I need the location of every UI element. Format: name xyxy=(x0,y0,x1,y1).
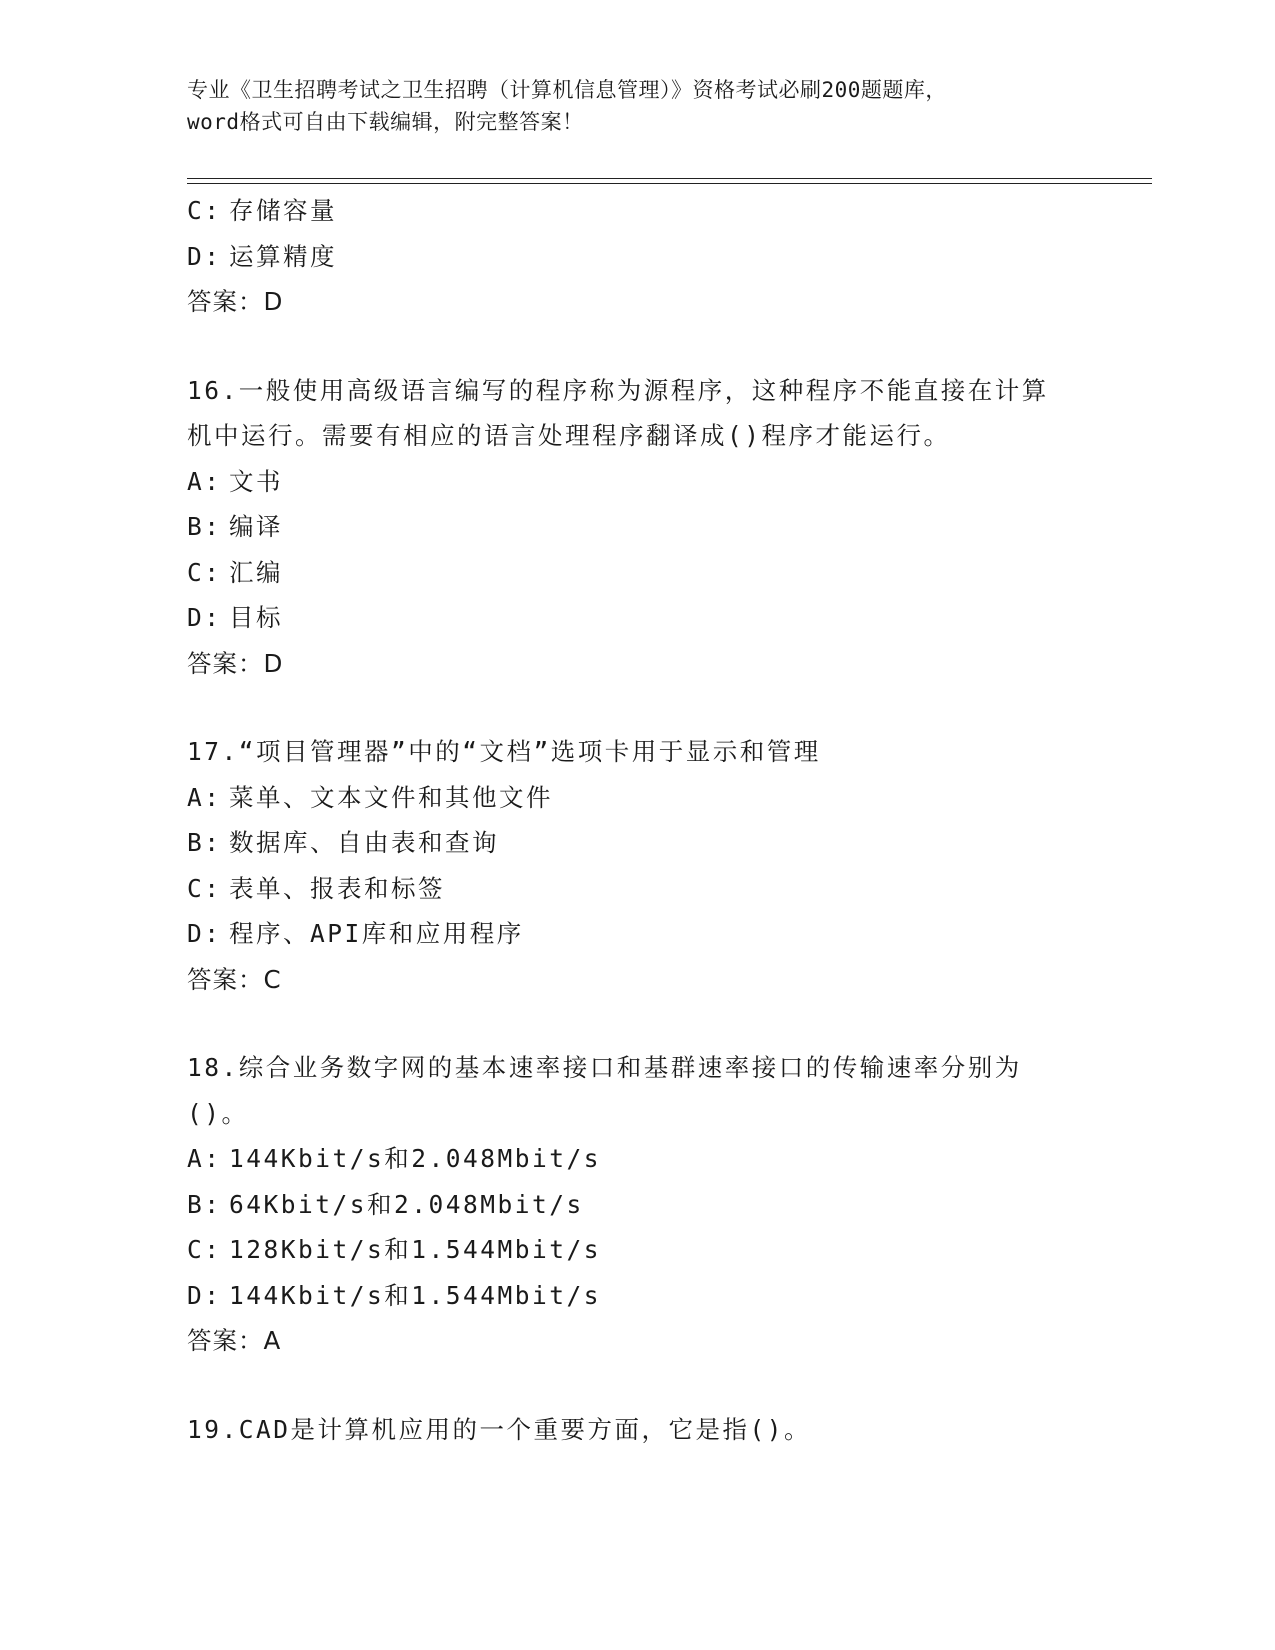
option-c xyxy=(187,866,1087,912)
option-prefix: D: xyxy=(187,1280,222,1310)
option-d xyxy=(187,911,1087,957)
option-prefix: D: xyxy=(187,241,222,271)
option-text: 表单、报表和标签 xyxy=(229,873,445,903)
option-prefix: A: xyxy=(187,782,222,812)
option-a xyxy=(187,775,1087,821)
option-a xyxy=(187,459,1087,505)
option-text: 运算精度 xyxy=(229,241,337,271)
option-b xyxy=(187,1182,1087,1228)
option-text: 数据库、自由表和查询 xyxy=(229,828,499,857)
option-text: 程序、API库和应用程序 xyxy=(229,919,524,948)
question-stem: 19.CAD是计算机应用的一个重要方面，它是指()。 xyxy=(187,1414,811,1444)
option-d xyxy=(187,595,1087,641)
answer-line: 答案：C xyxy=(187,964,282,994)
option-text: 文书 xyxy=(229,466,283,496)
option-b xyxy=(187,820,1087,866)
option-prefix: B: xyxy=(187,1189,222,1219)
option-a xyxy=(187,1136,1087,1182)
answer-line: 答案：D xyxy=(187,287,284,316)
option-text: 128Kbit/s和1.544Mbit/s xyxy=(229,1235,602,1264)
option-c xyxy=(187,188,1087,234)
option-prefix: B: xyxy=(187,512,222,541)
option-prefix: B: xyxy=(187,828,222,857)
option-prefix: A: xyxy=(187,466,222,496)
document-header xyxy=(187,74,1087,138)
option-prefix: A: xyxy=(187,1144,222,1173)
option-prefix: C: xyxy=(187,873,222,903)
question-stem: 18.综合业务数字网的基本速率接口和基群速率接口的传输速率分别为()。 xyxy=(187,1053,1022,1128)
header-divider-bottom xyxy=(187,183,1152,184)
option-text: 目标 xyxy=(229,603,283,632)
option-prefix: C: xyxy=(187,557,222,587)
option-d xyxy=(187,234,1087,280)
option-prefix: C: xyxy=(187,196,222,225)
answer-line: 答案：A xyxy=(187,1326,282,1355)
header-line-2: word格式可自由下载编辑，附完整答案！ xyxy=(187,110,584,134)
option-text: 编译 xyxy=(229,512,283,541)
option-b xyxy=(187,504,1087,550)
option-d xyxy=(187,1273,1087,1319)
option-text: 144Kbit/s和1.544Mbit/s xyxy=(229,1280,602,1310)
question-list xyxy=(187,188,1087,1452)
header-divider-top xyxy=(187,178,1152,179)
question-stem: 17.“项目管理器”中的“文档”选项卡用于显示和管理 xyxy=(187,737,821,766)
option-prefix: D: xyxy=(187,919,222,948)
option-text: 菜单、文本文件和其他文件 xyxy=(229,782,553,812)
option-prefix: C: xyxy=(187,1235,222,1264)
option-text: 汇编 xyxy=(229,557,283,587)
option-text: 存储容量 xyxy=(229,196,337,225)
option-text: 144Kbit/s和2.048Mbit/s xyxy=(229,1144,602,1173)
option-prefix: D: xyxy=(187,603,222,632)
header-line-1: 专业《卫生招聘考试之卫生招聘（计算机信息管理）》资格考试必刷200题题库， xyxy=(187,78,947,102)
option-text: 64Kbit/s和2.048Mbit/s xyxy=(229,1189,584,1219)
answer-line: 答案：D xyxy=(187,648,284,678)
question-stem: 16.一般使用高级语言编写的程序称为源程序，这种程序不能直接在计算机中运行。需要有相应的语言处理程序翻译成()程序才能运行。 xyxy=(187,375,1049,450)
option-c xyxy=(187,1227,1087,1273)
option-c xyxy=(187,550,1087,596)
